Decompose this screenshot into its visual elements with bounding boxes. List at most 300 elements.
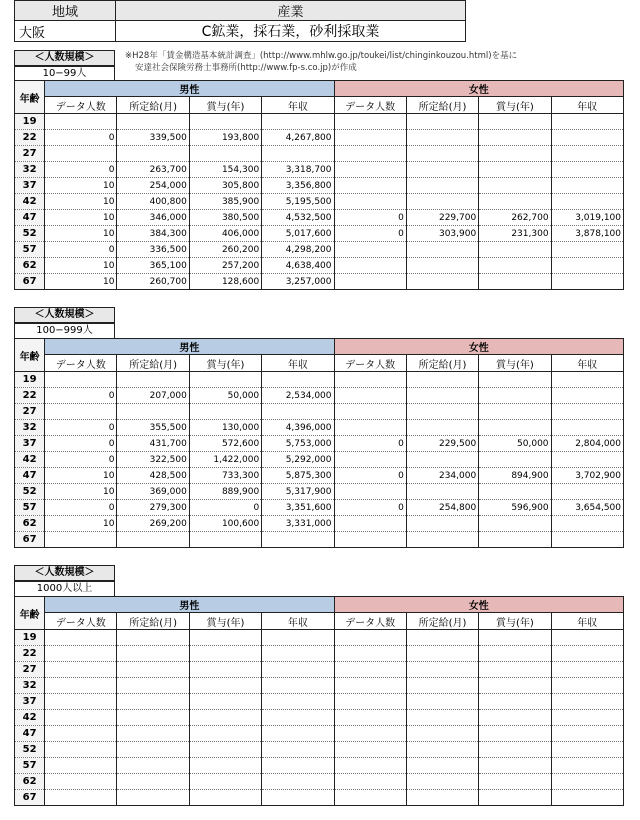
male-value-cell: 3,356,800	[262, 178, 334, 194]
male-value-cell	[189, 790, 261, 806]
male-value-cell: 260,700	[117, 274, 189, 290]
male-value-cell: 0	[45, 242, 117, 258]
size-value: 100−999人	[14, 323, 115, 339]
female-value-cell	[551, 678, 623, 694]
age-cell: 52	[15, 226, 45, 242]
column-header-annual: 年収	[551, 355, 623, 372]
wage-table	[14, 338, 624, 548]
female-value-cell	[406, 420, 478, 436]
male-value-cell: 365,100	[117, 258, 189, 274]
age-cell: 52	[15, 742, 45, 758]
age-cell: 37	[15, 436, 45, 452]
table-row	[15, 742, 624, 758]
male-value-cell	[117, 630, 189, 646]
female-value-cell	[334, 258, 406, 274]
female-value-cell: 3,654,500	[551, 500, 623, 516]
age-cell: 27	[15, 404, 45, 420]
female-value-cell	[334, 114, 406, 130]
table-row	[15, 726, 624, 742]
male-value-cell: 130,000	[189, 420, 261, 436]
female-value-cell: 894,900	[479, 468, 551, 484]
female-value-cell	[479, 114, 551, 130]
female-value-cell	[334, 452, 406, 468]
male-value-cell	[45, 404, 117, 420]
source-note-line1: ※H28年「賃金構造基本統計調査」(http://www.mhlw.go.jp/toukei/list/chinginkouzou.html)を基に	[125, 51, 518, 61]
male-value-cell: 10	[45, 194, 117, 210]
column-header-salary: 所定給(月)	[406, 355, 478, 372]
male-value-cell: 0	[45, 162, 117, 178]
male-value-cell	[262, 646, 334, 662]
female-value-cell	[406, 630, 478, 646]
male-value-cell: 0	[45, 500, 117, 516]
size-label: ＜人数規模＞	[14, 50, 115, 66]
female-value-cell	[334, 710, 406, 726]
male-value-cell: 428,500	[117, 468, 189, 484]
female-value-cell	[334, 742, 406, 758]
female-value-cell	[479, 678, 551, 694]
female-value-cell	[551, 646, 623, 662]
female-value-cell	[479, 532, 551, 548]
female-value-cell: 3,878,100	[551, 226, 623, 242]
male-value-cell: 5,292,000	[262, 452, 334, 468]
male-value-cell	[189, 742, 261, 758]
column-header-salary: 所定給(月)	[406, 613, 478, 630]
male-value-cell	[117, 646, 189, 662]
male-header: 男性	[45, 81, 334, 97]
column-header-annual: 年収	[551, 97, 623, 114]
female-value-cell	[551, 694, 623, 710]
female-value-cell	[406, 178, 478, 194]
female-value-cell	[551, 532, 623, 548]
column-header-count: データ人数	[334, 355, 406, 372]
female-value-cell	[551, 114, 623, 130]
female-value-cell: 254,800	[406, 500, 478, 516]
female-value-cell	[334, 646, 406, 662]
male-value-cell: 50,000	[189, 388, 261, 404]
male-value-cell	[45, 694, 117, 710]
female-value-cell	[551, 274, 623, 290]
column-header-annual: 年収	[262, 97, 334, 114]
female-value-cell	[334, 758, 406, 774]
table-row	[15, 130, 624, 146]
table-row	[15, 758, 624, 774]
table-row	[15, 258, 624, 274]
male-value-cell	[117, 790, 189, 806]
age-cell: 22	[15, 388, 45, 404]
female-value-cell	[406, 274, 478, 290]
male-value-cell: 3,318,700	[262, 162, 334, 178]
female-value-cell	[406, 532, 478, 548]
female-value-cell	[406, 194, 478, 210]
male-value-cell	[117, 146, 189, 162]
male-value-cell	[45, 146, 117, 162]
region-header: 地域	[15, 1, 116, 21]
age-cell: 57	[15, 242, 45, 258]
male-value-cell	[189, 726, 261, 742]
female-value-cell	[334, 678, 406, 694]
female-value-cell	[551, 742, 623, 758]
female-value-cell: 3,019,100	[551, 210, 623, 226]
table-row	[15, 210, 624, 226]
female-value-cell	[479, 404, 551, 420]
table-row	[15, 662, 624, 678]
table-row	[15, 388, 624, 404]
male-value-cell	[189, 678, 261, 694]
female-value-cell	[479, 790, 551, 806]
male-value-cell: 10	[45, 178, 117, 194]
male-value-cell	[117, 774, 189, 790]
table-row	[15, 646, 624, 662]
female-value-cell	[406, 758, 478, 774]
column-header-count: データ人数	[45, 97, 117, 114]
female-value-cell	[479, 178, 551, 194]
age-cell: 52	[15, 484, 45, 500]
male-value-cell	[262, 146, 334, 162]
wage-table	[14, 596, 624, 806]
age-cell: 67	[15, 790, 45, 806]
age-header: 年齢	[15, 339, 45, 372]
male-value-cell	[189, 694, 261, 710]
female-value-cell: 231,300	[479, 226, 551, 242]
female-value-cell	[334, 242, 406, 258]
male-value-cell	[262, 630, 334, 646]
female-value-cell	[406, 710, 478, 726]
male-value-cell	[45, 678, 117, 694]
male-value-cell	[189, 758, 261, 774]
column-header-annual: 年収	[262, 355, 334, 372]
female-header: 女性	[334, 81, 623, 97]
male-value-cell: 10	[45, 468, 117, 484]
male-value-cell	[189, 662, 261, 678]
female-value-cell	[479, 630, 551, 646]
female-value-cell	[334, 162, 406, 178]
female-value-cell	[406, 372, 478, 388]
male-value-cell: 257,200	[189, 258, 261, 274]
table-row	[15, 500, 624, 516]
male-value-cell: 400,800	[117, 194, 189, 210]
female-value-cell: 3,702,900	[551, 468, 623, 484]
age-cell: 62	[15, 516, 45, 532]
female-value-cell	[479, 484, 551, 500]
male-value-cell	[189, 646, 261, 662]
female-value-cell	[479, 758, 551, 774]
female-value-cell	[551, 194, 623, 210]
age-cell: 22	[15, 646, 45, 662]
female-value-cell	[551, 790, 623, 806]
female-value-cell: 229,500	[406, 436, 478, 452]
female-value-cell	[334, 194, 406, 210]
table-row	[15, 678, 624, 694]
female-value-cell	[406, 662, 478, 678]
female-value-cell	[334, 146, 406, 162]
female-value-cell	[406, 646, 478, 662]
age-cell: 19	[15, 630, 45, 646]
age-cell: 62	[15, 258, 45, 274]
male-value-cell	[117, 114, 189, 130]
age-cell: 47	[15, 210, 45, 226]
wage-table	[14, 80, 624, 290]
column-header-annual: 年収	[551, 613, 623, 630]
female-value-cell	[334, 420, 406, 436]
female-value-cell	[406, 678, 478, 694]
table-row	[15, 404, 624, 420]
male-value-cell	[262, 404, 334, 420]
source-note	[125, 50, 635, 74]
female-value-cell	[334, 532, 406, 548]
male-value-cell: 431,700	[117, 436, 189, 452]
male-value-cell: 279,300	[117, 500, 189, 516]
age-cell: 67	[15, 532, 45, 548]
male-value-cell	[45, 630, 117, 646]
male-value-cell	[117, 404, 189, 420]
age-cell: 47	[15, 468, 45, 484]
female-value-cell	[551, 420, 623, 436]
male-value-cell: 5,317,900	[262, 484, 334, 500]
age-cell: 62	[15, 774, 45, 790]
male-value-cell	[117, 742, 189, 758]
male-value-cell: 10	[45, 210, 117, 226]
table-row	[15, 468, 624, 484]
female-value-cell	[551, 388, 623, 404]
table-row	[15, 532, 624, 548]
female-value-cell: 50,000	[479, 436, 551, 452]
female-value-cell	[551, 372, 623, 388]
male-header: 男性	[45, 597, 334, 613]
table-row	[15, 372, 624, 388]
male-value-cell: 128,600	[189, 274, 261, 290]
female-value-cell	[334, 178, 406, 194]
male-value-cell: 0	[45, 420, 117, 436]
age-header: 年齢	[15, 81, 45, 114]
male-value-cell	[117, 726, 189, 742]
female-value-cell	[406, 258, 478, 274]
female-value-cell	[334, 516, 406, 532]
male-value-cell: 0	[45, 130, 117, 146]
male-value-cell: 572,600	[189, 436, 261, 452]
male-value-cell: 369,000	[117, 484, 189, 500]
age-cell: 42	[15, 452, 45, 468]
male-value-cell	[117, 710, 189, 726]
table-row	[15, 146, 624, 162]
female-value-cell	[551, 162, 623, 178]
female-value-cell	[479, 372, 551, 388]
table-row	[15, 226, 624, 242]
size-label: ＜人数規模＞	[14, 565, 115, 581]
female-value-cell: 596,900	[479, 500, 551, 516]
male-value-cell	[262, 774, 334, 790]
female-value-cell	[551, 242, 623, 258]
age-cell: 42	[15, 710, 45, 726]
table-row	[15, 242, 624, 258]
age-cell: 67	[15, 274, 45, 290]
column-header-count: データ人数	[334, 613, 406, 630]
female-value-cell	[551, 774, 623, 790]
female-value-cell	[479, 130, 551, 146]
female-value-cell	[479, 646, 551, 662]
column-header-salary: 所定給(月)	[406, 97, 478, 114]
age-cell: 32	[15, 162, 45, 178]
male-value-cell	[45, 662, 117, 678]
female-value-cell	[479, 388, 551, 404]
age-cell: 37	[15, 178, 45, 194]
male-value-cell	[117, 678, 189, 694]
female-value-cell	[479, 146, 551, 162]
male-value-cell	[262, 678, 334, 694]
male-value-cell	[45, 790, 117, 806]
size-value: 1000人以上	[14, 581, 115, 597]
age-cell: 19	[15, 372, 45, 388]
male-value-cell	[117, 532, 189, 548]
table-row	[15, 790, 624, 806]
age-cell: 57	[15, 758, 45, 774]
male-value-cell	[45, 532, 117, 548]
column-header-salary: 所定給(月)	[117, 613, 189, 630]
female-value-cell	[334, 790, 406, 806]
female-value-cell	[334, 662, 406, 678]
female-value-cell	[406, 114, 478, 130]
female-value-cell	[406, 774, 478, 790]
female-value-cell	[406, 162, 478, 178]
column-header-count: データ人数	[45, 613, 117, 630]
male-value-cell: 0	[45, 436, 117, 452]
female-value-cell	[406, 694, 478, 710]
male-value-cell: 4,298,200	[262, 242, 334, 258]
column-header-bonus: 賞与(年)	[189, 97, 261, 114]
table-row	[15, 178, 624, 194]
column-header-bonus: 賞与(年)	[189, 355, 261, 372]
male-value-cell: 254,000	[117, 178, 189, 194]
female-value-cell: 234,000	[406, 468, 478, 484]
female-value-cell	[551, 710, 623, 726]
female-value-cell	[334, 484, 406, 500]
female-value-cell	[406, 130, 478, 146]
female-value-cell	[551, 726, 623, 742]
female-value-cell	[479, 694, 551, 710]
female-value-cell	[479, 258, 551, 274]
female-value-cell	[406, 146, 478, 162]
male-value-cell	[262, 758, 334, 774]
male-value-cell: 346,000	[117, 210, 189, 226]
female-header: 女性	[334, 597, 623, 613]
age-cell: 32	[15, 678, 45, 694]
male-value-cell	[189, 146, 261, 162]
male-value-cell: 193,800	[189, 130, 261, 146]
male-value-cell	[45, 742, 117, 758]
table-row	[15, 452, 624, 468]
male-value-cell: 5,753,000	[262, 436, 334, 452]
table-row	[15, 710, 624, 726]
male-value-cell	[262, 694, 334, 710]
male-value-cell	[262, 710, 334, 726]
female-value-cell	[551, 258, 623, 274]
male-value-cell	[45, 114, 117, 130]
male-value-cell: 384,300	[117, 226, 189, 242]
male-value-cell	[45, 710, 117, 726]
male-value-cell: 4,267,800	[262, 130, 334, 146]
male-value-cell	[45, 372, 117, 388]
male-value-cell	[262, 790, 334, 806]
age-cell: 37	[15, 694, 45, 710]
male-value-cell: 3,351,600	[262, 500, 334, 516]
female-value-cell	[479, 420, 551, 436]
male-value-cell: 0	[45, 388, 117, 404]
female-value-cell: 2,804,000	[551, 436, 623, 452]
male-value-cell: 154,300	[189, 162, 261, 178]
female-value-cell	[406, 452, 478, 468]
female-value-cell	[406, 388, 478, 404]
age-cell: 47	[15, 726, 45, 742]
male-value-cell: 5,195,500	[262, 194, 334, 210]
female-value-cell	[551, 630, 623, 646]
male-value-cell: 1,422,000	[189, 452, 261, 468]
female-value-cell: 0	[334, 436, 406, 452]
female-value-cell	[334, 726, 406, 742]
male-value-cell: 10	[45, 274, 117, 290]
female-value-cell	[406, 242, 478, 258]
female-value-cell	[406, 516, 478, 532]
male-value-cell: 263,700	[117, 162, 189, 178]
male-value-cell: 2,534,000	[262, 388, 334, 404]
table-row	[15, 114, 624, 130]
male-value-cell: 0	[189, 500, 261, 516]
male-value-cell	[262, 372, 334, 388]
female-value-cell	[479, 242, 551, 258]
female-value-cell	[334, 630, 406, 646]
female-value-cell	[334, 130, 406, 146]
male-value-cell	[117, 694, 189, 710]
size-value: 10−99人	[14, 66, 115, 82]
female-value-cell	[406, 726, 478, 742]
female-value-cell	[406, 404, 478, 420]
male-value-cell: 5,017,600	[262, 226, 334, 242]
column-header-salary: 所定給(月)	[117, 97, 189, 114]
female-value-cell	[334, 774, 406, 790]
female-value-cell	[551, 662, 623, 678]
table-row	[15, 436, 624, 452]
female-value-cell	[479, 274, 551, 290]
male-value-cell	[262, 662, 334, 678]
industry-value: C鉱業，採石業，砂利採取業	[116, 21, 466, 42]
male-value-cell	[45, 774, 117, 790]
male-value-cell: 385,900	[189, 194, 261, 210]
female-value-cell	[551, 178, 623, 194]
male-value-cell	[262, 726, 334, 742]
male-value-cell: 4,638,400	[262, 258, 334, 274]
male-value-cell	[262, 742, 334, 758]
column-header-annual: 年収	[262, 613, 334, 630]
female-value-cell	[334, 694, 406, 710]
male-value-cell: 10	[45, 484, 117, 500]
male-value-cell: 0	[45, 452, 117, 468]
male-value-cell	[189, 630, 261, 646]
male-value-cell	[189, 404, 261, 420]
female-value-cell	[479, 710, 551, 726]
region-industry-table	[14, 0, 466, 42]
age-cell: 57	[15, 500, 45, 516]
male-value-cell	[262, 114, 334, 130]
industry-header: 産業	[116, 1, 466, 21]
female-value-cell	[479, 516, 551, 532]
male-value-cell: 100,600	[189, 516, 261, 532]
male-value-cell: 10	[45, 258, 117, 274]
male-value-cell	[189, 372, 261, 388]
column-header-bonus: 賞与(年)	[479, 97, 551, 114]
male-value-cell: 207,000	[117, 388, 189, 404]
male-value-cell	[189, 710, 261, 726]
female-value-cell	[406, 742, 478, 758]
female-value-cell	[479, 662, 551, 678]
male-value-cell	[117, 662, 189, 678]
